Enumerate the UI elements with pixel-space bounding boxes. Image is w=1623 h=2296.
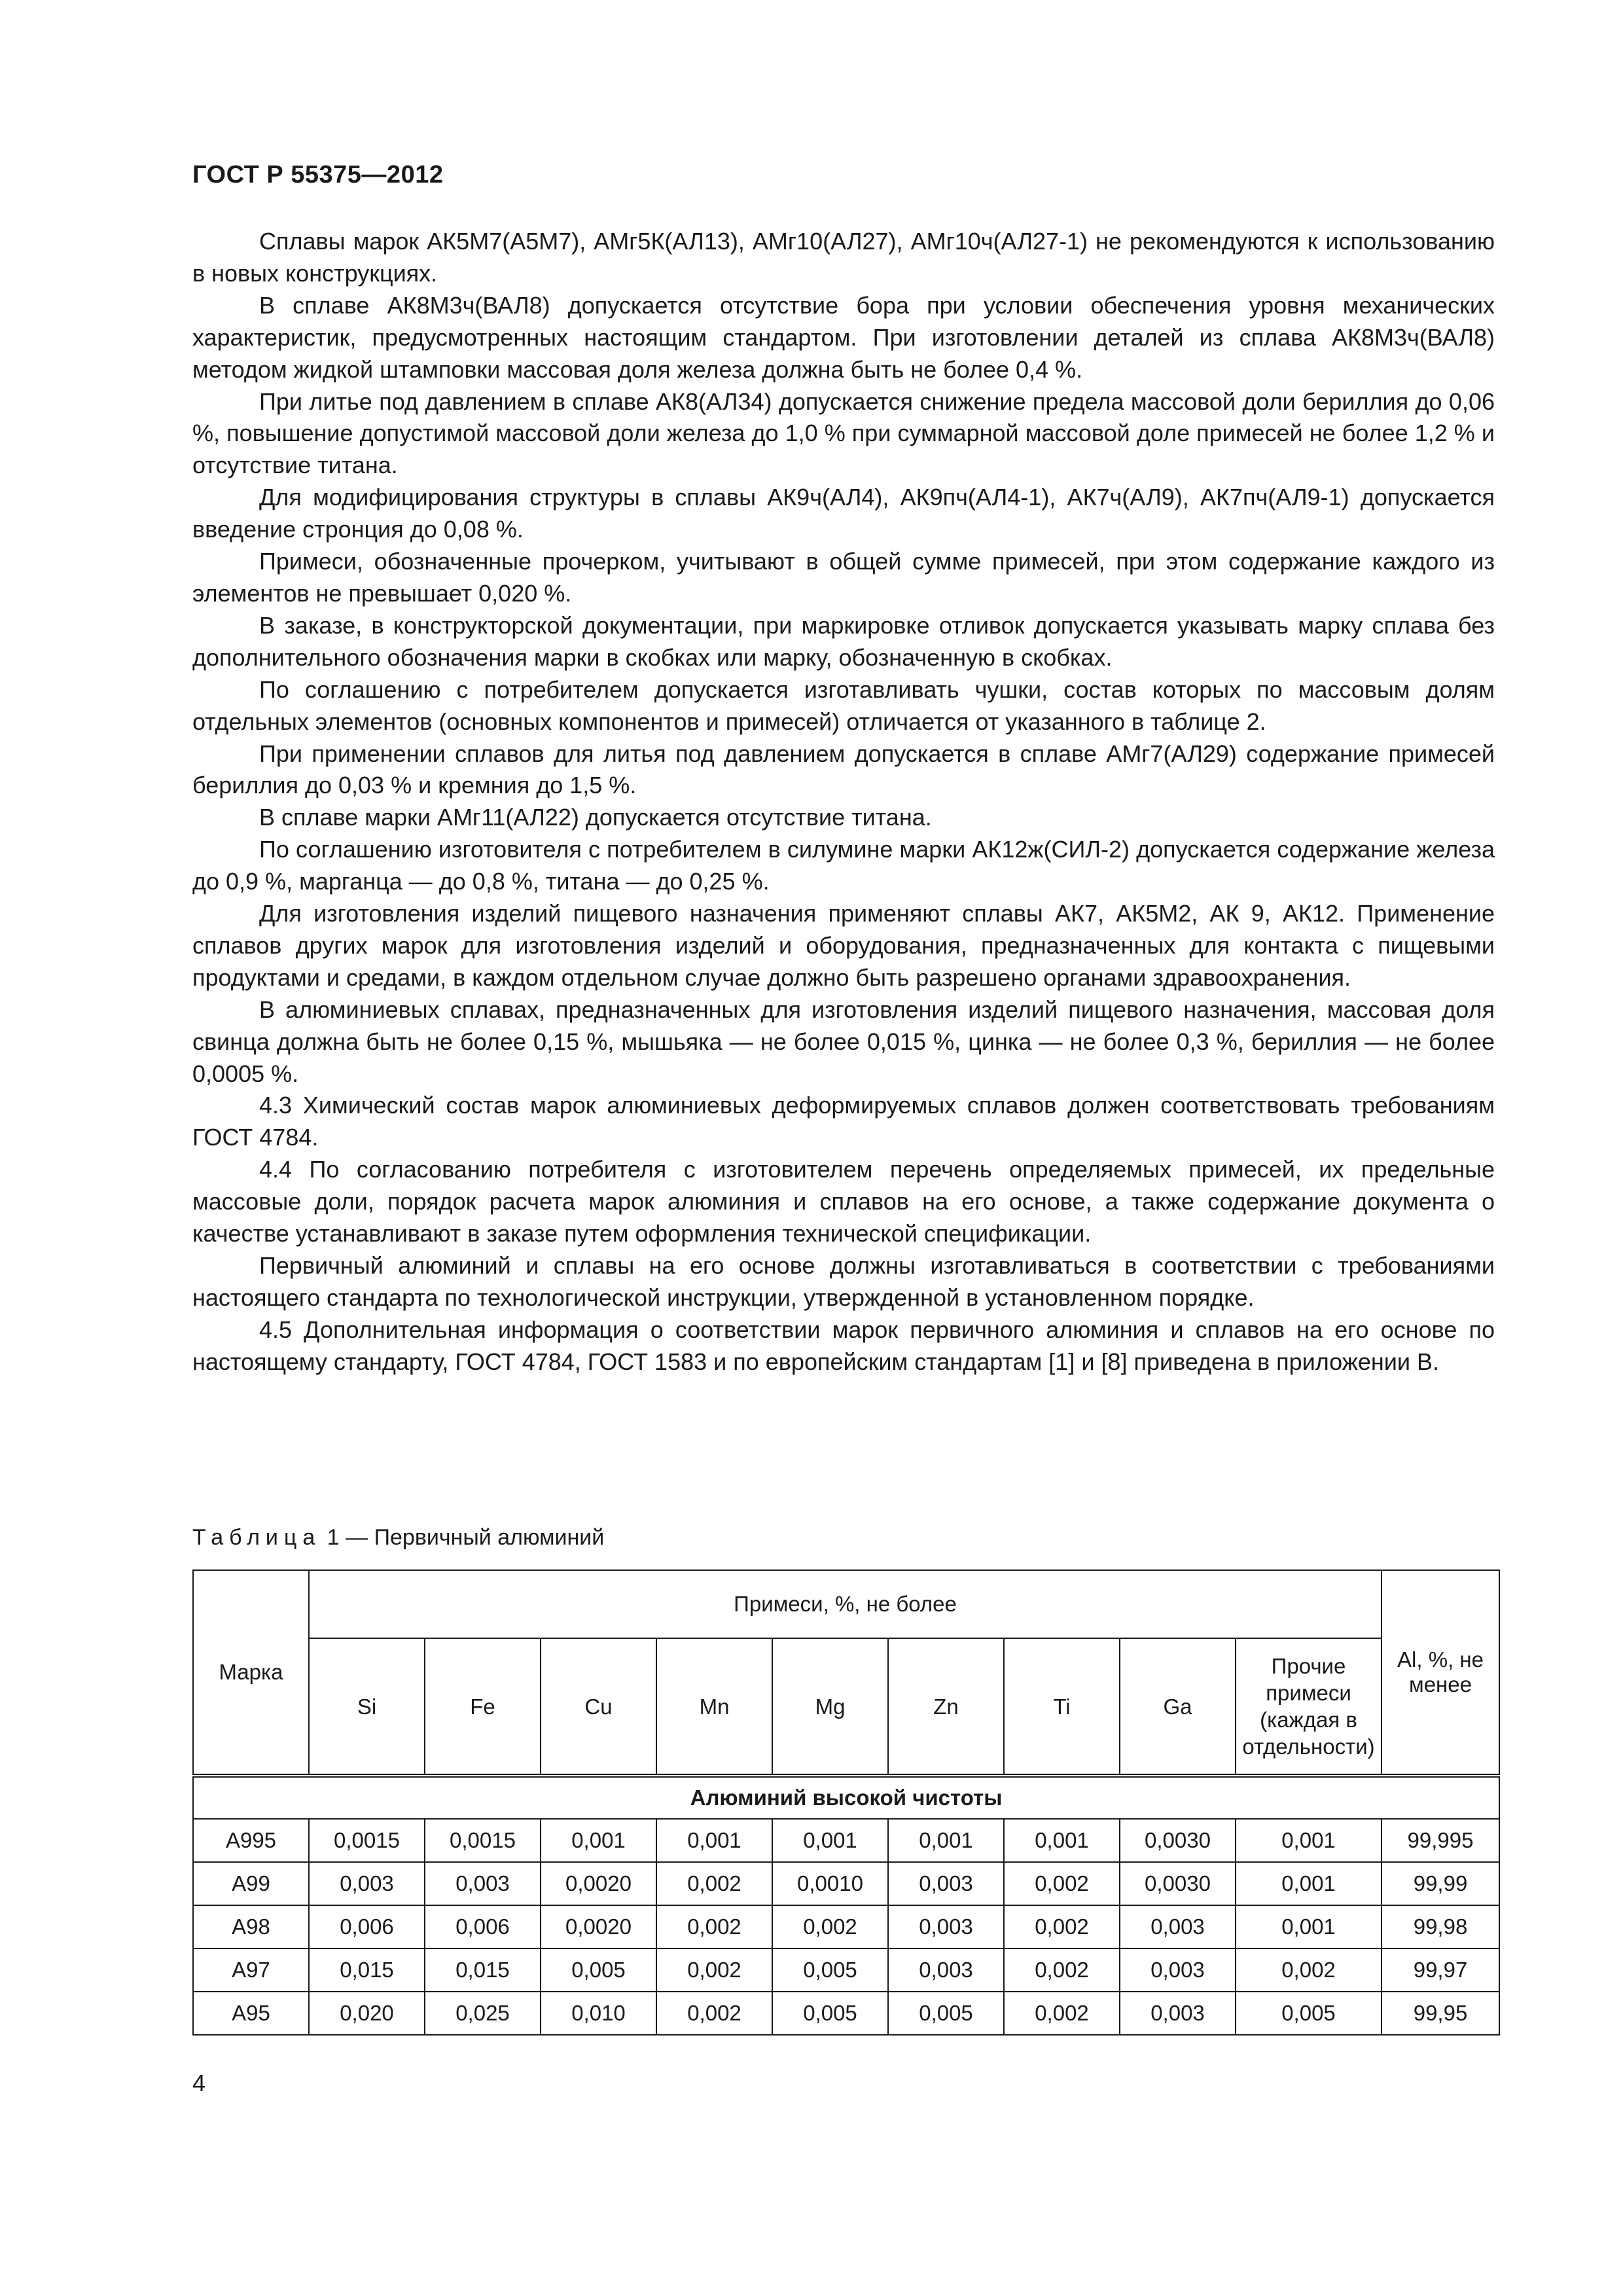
cell: 0,001 (772, 1819, 888, 1862)
cell: 0,001 (1004, 1819, 1120, 1862)
paragraph: Для модифицирования структуры в сплавы АК9ч(АЛ4), АК9пч(АЛ4-1), АК7ч(АЛ9), АК7пч(АЛ9-1) допускается введение стронция до 0,08 %. (192, 484, 1495, 543)
table-caption-title: 1 — Первичный алюминий (327, 1525, 605, 1550)
cell: 0,0020 (541, 1862, 656, 1905)
cell: 0,001 (888, 1819, 1004, 1862)
cell: 0,0015 (309, 1819, 425, 1862)
section-4-5: 4.5 Дополнительная информация о соответствии марок первичного алюминия и сплавов на его основе по настоящему стандарту, ГОСТ 4784, ГОСТ 1583 и по европейским стандартам [1] и [8] приведена в приложении В. (192, 1316, 1495, 1375)
header-si: Si (309, 1638, 425, 1776)
cell: 0,003 (1120, 1948, 1236, 1992)
header-impurities: Примеси, %, не более (309, 1570, 1382, 1638)
cell: 0,001 (541, 1819, 656, 1862)
cell: 0,002 (656, 1862, 772, 1905)
section-4-3: 4.3 Химический состав марок алюминиевых деформируемых сплавов должен соответствовать требованиям ГОСТ 4784. (192, 1092, 1495, 1151)
cell: 0,002 (1004, 1905, 1120, 1948)
cell: 0,003 (1120, 1992, 1236, 2035)
body-text (192, 226, 1495, 1378)
table-row (193, 1819, 1499, 1862)
table-row (193, 1948, 1499, 1992)
cell: 0,0010 (772, 1862, 888, 1905)
table-row (193, 1992, 1499, 2035)
table-caption-word: Таблица (192, 1525, 321, 1550)
cell: 0,003 (309, 1862, 425, 1905)
paragraph: По соглашению изготовителя с потребителем в силумине марки АК12ж(СИЛ-2) допускается содержание железа до 0,9 %, марганца — до 0,8 %, титана — до 0,25 %. (192, 836, 1495, 895)
cell: 0,002 (1236, 1948, 1382, 1992)
header-fe: Fe (425, 1638, 541, 1776)
paragraph: В сплаве АК8М3ч(ВАЛ8) допускается отсутствие бора при условии обеспечения уровня механических характеристик, предусмотренных настоящим стандартом. При изготовлении деталей из сплава АК8М3ч(ВАЛ8) методом жидкой штамповки массовая доля железа должна быть не более 0,4 %. (192, 291, 1495, 383)
cell: 0,003 (1120, 1905, 1236, 1948)
cell: 0,003 (888, 1905, 1004, 1948)
cell: 0,005 (772, 1992, 888, 2035)
cell: 0,015 (309, 1948, 425, 1992)
cell: 0,025 (425, 1992, 541, 2035)
header-al-min: Al, %, не менее (1382, 1570, 1499, 1776)
cell: 0,005 (888, 1992, 1004, 2035)
cell: 0,015 (425, 1948, 541, 1992)
cell: 99,95 (1382, 1992, 1499, 2035)
header-ga: Ga (1120, 1638, 1236, 1776)
table-caption (192, 1525, 604, 1551)
header-marka: Марка (193, 1570, 309, 1776)
cell: 99,99 (1382, 1862, 1499, 1905)
document-header-title: ГОСТ Р 55375—2012 (192, 161, 444, 188)
cell: 0,002 (1004, 1862, 1120, 1905)
header-mn: Mn (656, 1638, 772, 1776)
cell: 0,002 (656, 1948, 772, 1992)
cell: А995 (193, 1819, 309, 1862)
cell: 0,010 (541, 1992, 656, 2035)
cell: 0,005 (772, 1948, 888, 1992)
cell: 0,002 (656, 1905, 772, 1948)
paragraph: Сплавы марок АК5М7(А5М7), АМг5К(АЛ13), АМг10(АЛ27), АМг10ч(АЛ27-1) не рекомендуются к использованию в новых конструкциях. (192, 228, 1495, 287)
page-number: 4 (192, 2070, 206, 2096)
cell: 0,003 (888, 1862, 1004, 1905)
cell: 0,0030 (1120, 1819, 1236, 1862)
cell: 0,006 (309, 1905, 425, 1948)
cell: 0,001 (1236, 1905, 1382, 1948)
table-row (193, 1862, 1499, 1905)
cell: 0,002 (1004, 1948, 1120, 1992)
cell: А95 (193, 1992, 309, 2035)
cell: 0,003 (888, 1948, 1004, 1992)
paragraph: Примеси, обозначенные прочерком, учитывают в общей сумме примесей, при этом содержание каждого из элементов не превышает 0,020 %. (192, 548, 1495, 607)
cell: 0,002 (772, 1905, 888, 1948)
cell: 0,003 (425, 1862, 541, 1905)
cell: А97 (193, 1948, 309, 1992)
cell: 99,995 (1382, 1819, 1499, 1862)
paragraph: Первичный алюминий и сплавы на его основе должны изготавливаться в соответствии с требованиями настоящего стандарта по технологической инструкции, утвержденной в установленном порядке. (192, 1252, 1495, 1311)
table-row (193, 1905, 1499, 1948)
primary-aluminium-table (192, 1570, 1500, 2036)
cell: 0,005 (541, 1948, 656, 1992)
cell: А99 (193, 1862, 309, 1905)
cell: 0,005 (1236, 1992, 1382, 2035)
paragraph: Для изготовления изделий пищевого назначения применяют сплавы АК7, АК5М2, АК 9, АК12. Применение сплавов других марок для изготовления изделий и оборудования, предназначенных для контакта с пищевыми продуктами и средами, в каждом отдельном случае должно быть разрешено органами здравоохранения. (192, 900, 1495, 991)
cell: 0,0020 (541, 1905, 656, 1948)
header-mg: Mg (772, 1638, 888, 1776)
cell: 0,001 (1236, 1862, 1382, 1905)
paragraph: В алюминиевых сплавах, предназначенных для изготовления изделий пищевого назначения, массовая доля свинца должна быть не более 0,15 %, мышьяка — не более 0,015 %, цинка — не более 0,3 %, бериллия — не более 0,0005 %. (192, 996, 1495, 1087)
cell: 0,020 (309, 1992, 425, 2035)
cell: 0,001 (1236, 1819, 1382, 1862)
paragraph: При применении сплавов для литья под давлением допускается в сплаве АМг7(АЛ29) содержание примесей бериллия до 0,03 % и кремния до 1,5 %. (192, 740, 1495, 799)
cell: 0,002 (656, 1992, 772, 2035)
cell: 0,0015 (425, 1819, 541, 1862)
cell: 0,0030 (1120, 1862, 1236, 1905)
paragraph: В заказе, в конструкторской документации, при маркировке отливок допускается указывать марку сплава без дополнительного обозначения марки в скобках или марку, обозначенную в скобках. (192, 611, 1495, 671)
paragraph: При литье под давлением в сплаве АК8(АЛ34) допускается снижение предела массовой доли бериллия до 0,06 %, повышение допустимой массовой доли железа до 1,0 % при суммарной массовой доле примесей не более 1,2 % и отсутствие титана. (192, 387, 1495, 479)
header-zn: Zn (888, 1638, 1004, 1776)
header-ti: Ti (1004, 1638, 1120, 1776)
cell: 99,98 (1382, 1905, 1499, 1948)
paragraph: В сплаве марки АМг11(АЛ22) допускается отсутствие титана. (259, 804, 932, 831)
cell: 0,002 (1004, 1992, 1120, 2035)
paragraph: По соглашению с потребителем допускается изготавливать чушки, состав которых по массовым долям отдельных элементов (основных компонентов и примесей) отличается от указанного в таблице 2. (192, 675, 1495, 735)
cell: А98 (193, 1905, 309, 1948)
header-cu: Cu (541, 1638, 656, 1776)
section-4-4: 4.4 По согласованию потребителя с изготовителем перечень определяемых примесей, их предельные массовые доли, порядок расчета марок алюминия и сплавов на его основе, а также содержание документа о качестве устанавливают в заказе путем оформления технической спецификации. (192, 1156, 1495, 1247)
cell: 0,001 (656, 1819, 772, 1862)
cell: 0,006 (425, 1905, 541, 1948)
table-group-title: Алюминий высокой чистоты (193, 1776, 1499, 1819)
cell: 99,97 (1382, 1948, 1499, 1992)
header-other-impurities: Прочие примеси (каждая в отдельности) (1236, 1638, 1382, 1776)
